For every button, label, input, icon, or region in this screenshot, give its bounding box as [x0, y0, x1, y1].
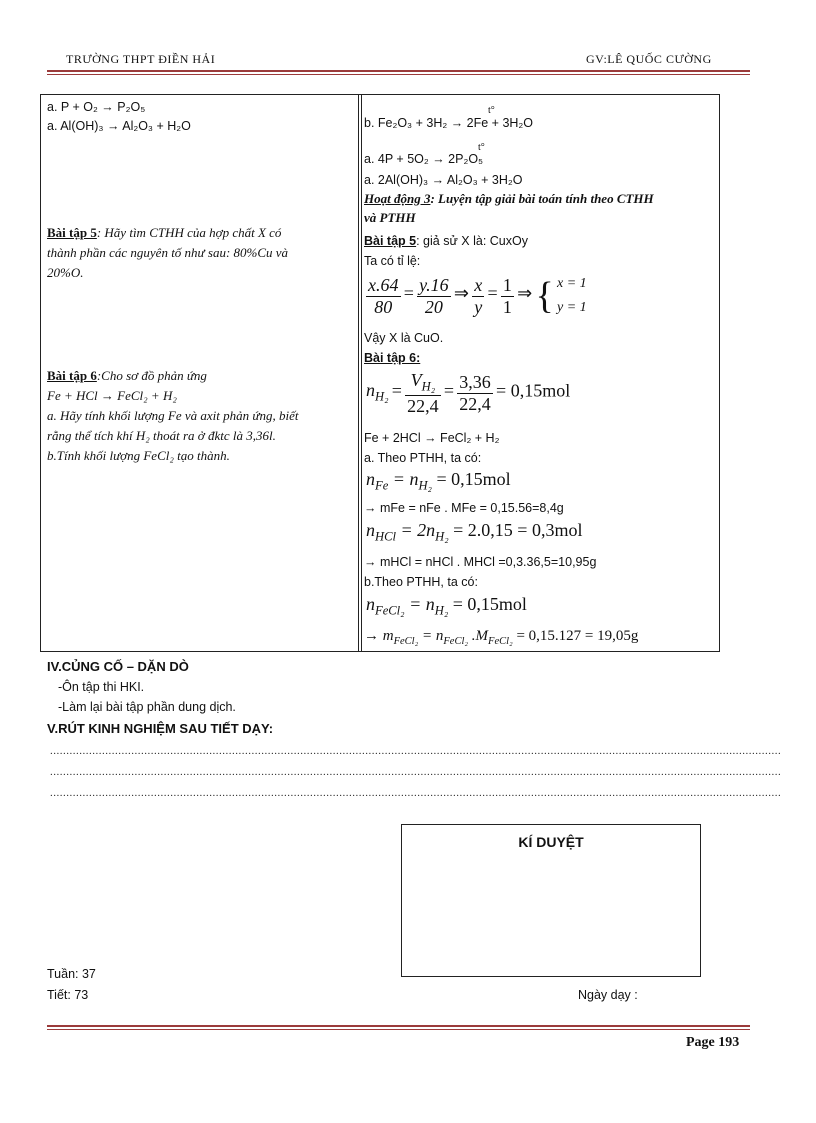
left-eq-2: a. Al(OH)₃ → Al₂O₃ + H₂O — [47, 119, 191, 133]
page-number: Page 193 — [686, 1035, 740, 1050]
right-bt5-label: Bài tập 5 — [364, 234, 417, 248]
frac-336: $\frac{3,36}{22,4}$ — [459, 371, 491, 414]
column-divider — [358, 94, 362, 652]
right-bt5-line: Bài tập 5: giả sử X là: CuxOy — [364, 234, 528, 248]
approval-title: KÍ DUYỆT — [518, 834, 584, 850]
a-theo: a. Theo PTHH, ta có: — [364, 451, 482, 465]
mfecl2-formula: → $m_{FeCl_2} = n_{FeCl_2}$ $.M_{FeCl_2} = 0,15.127 = 19,05g$ — [364, 628, 639, 647]
right-bt6-label: Bài tập 6: — [364, 351, 421, 365]
left-bt6-eq: Fe + HCl → FeCl₂ + H₂ — [47, 388, 177, 403]
header-rule — [47, 70, 750, 72]
reaction: Fe + 2HCl → FeCl₂ + H₂ — [364, 431, 500, 445]
nh2-result: = 0,15mol — [496, 380, 571, 401]
frac-y16: $\frac{y.16}{20}$ — [419, 274, 449, 317]
left-bt5-line3: 20%O. — [47, 265, 84, 280]
bt6-label: Bài tập 6 — [47, 368, 97, 383]
footer-rule — [47, 1025, 750, 1027]
mhcl: → mHCl = nHCl . MHCl =0,3.36,5=10,95g — [364, 555, 597, 569]
right-eq-a1: a. 4P + 5O₂ → 2P₂O₅ — [364, 152, 484, 166]
hd3-line2: và PTHH — [364, 210, 416, 225]
left-bt6-a2: rằng thể tích khí H₂ thoát ra ở đktc là 3,36l. — [47, 428, 276, 443]
dotted-line-1: ................................................................................................................................................................................................................................. — [50, 745, 782, 757]
school-name: TRƯỜNG THPT ĐIỀN HẢI — [66, 52, 216, 66]
nhcl-formula: $n_{HCl} = 2n_{H_2} = 2.0,15 = 0,3mol$ — [366, 520, 583, 544]
section5-title: V.RÚT KINH NGHIỆM SAU TIẾT DẠY: — [47, 721, 274, 736]
footer-rule-thin — [47, 1029, 750, 1030]
arrow-label-1: t° — [488, 105, 495, 116]
frac-x64: $\frac{x.64}{80}$ — [368, 274, 399, 317]
left-bt5-line1: Bài tập 5: Hãy tìm CTHH của hợp chất X có — [47, 225, 282, 240]
ratio-system: x = 1 y = 1 — [557, 276, 587, 315]
bt5-label: Bài tập 5 — [47, 225, 97, 240]
b-theo: b.Theo PTHH, ta có: — [364, 575, 478, 589]
hd3-line1: Hoạt động 3: Luyện tập giải bài toán tính theo CTHH — [364, 191, 654, 206]
left-eq-1: a. P + O₂ → P₂O₅ — [47, 100, 146, 114]
ratio-label: Ta có tỉ lệ: — [364, 254, 421, 268]
period-label: Tiết: 73 — [47, 988, 89, 1002]
right-eq-b: b. Fe₂O₃ + 3H₂ → 2Fe + 3H₂O — [364, 116, 534, 130]
nfe-formula: $n_{Fe} = n_{H_2} = 0,15mol$ — [366, 469, 511, 493]
teach-date-label: Ngày dạy : — [578, 988, 638, 1002]
section4-title: IV.CỦNG CỐ – DẶN DÒ — [47, 659, 189, 674]
header-rule-thin — [47, 74, 750, 75]
nh2-formula: $n_{H_2}$ = $\frac{V_{H_2}}{22,4}$ = $\frac{3,36}{22,4}$ = 0,15mol — [366, 370, 571, 416]
arrow-label-2: t° — [478, 142, 485, 153]
mfe: → mFe = nFe . MFe = 0,15.56=8,4g — [364, 501, 564, 515]
frac-xy: $\frac{x}{y}$ — [474, 274, 483, 317]
nfecl2-formula: $n_{FeCl_2} = n_{H_2} = 0,15mol$ — [366, 594, 527, 618]
left-bt6-line1: Bài tập 6:Cho sơ đồ phản ứng — [47, 368, 207, 383]
hd3-label: Hoạt động 3 — [364, 191, 431, 206]
dotted-line-2: ................................................................................................................................................................................................................................. — [50, 766, 782, 778]
dotted-line-3: ................................................................................................................................................................................................................................. — [50, 787, 782, 799]
teacher-name: GV:LÊ QUỐC CƯỜNG — [586, 52, 712, 66]
section4-item2: -Làm lại bài tập phần dung dịch. — [58, 700, 236, 714]
week-label: Tuần: 37 — [47, 967, 96, 981]
conclusion: Vậy X là CuO. — [364, 331, 444, 345]
left-bt6-a1: a. Hãy tính khối lượng Fe và axit phản ứng, biết — [47, 408, 299, 423]
ratio-formula: $\frac{x.64}{80}$ = $\frac{y.16}{20}$ ⇒ $\frac{x}{y}$ = $\frac{1}{1}$ ⇒ { x = 1 y = 1 — [366, 272, 666, 324]
frac-11: $\frac{1}{1}$ — [502, 274, 512, 317]
left-bt6-b: b.Tính khối lượng FeCl₂ tạo thành. — [47, 448, 230, 463]
frac-vh2: $\frac{V_{H_2}}{22,4}$ — [407, 370, 439, 416]
section4-item1: -Ôn tập thi HKI. — [58, 680, 145, 694]
left-bt5-line2: thành phần các nguyên tố như sau: 80%Cu và — [47, 245, 289, 260]
right-eq-a2: a. 2Al(OH)₃ → Al₂O₃ + 3H₂O — [364, 173, 523, 187]
